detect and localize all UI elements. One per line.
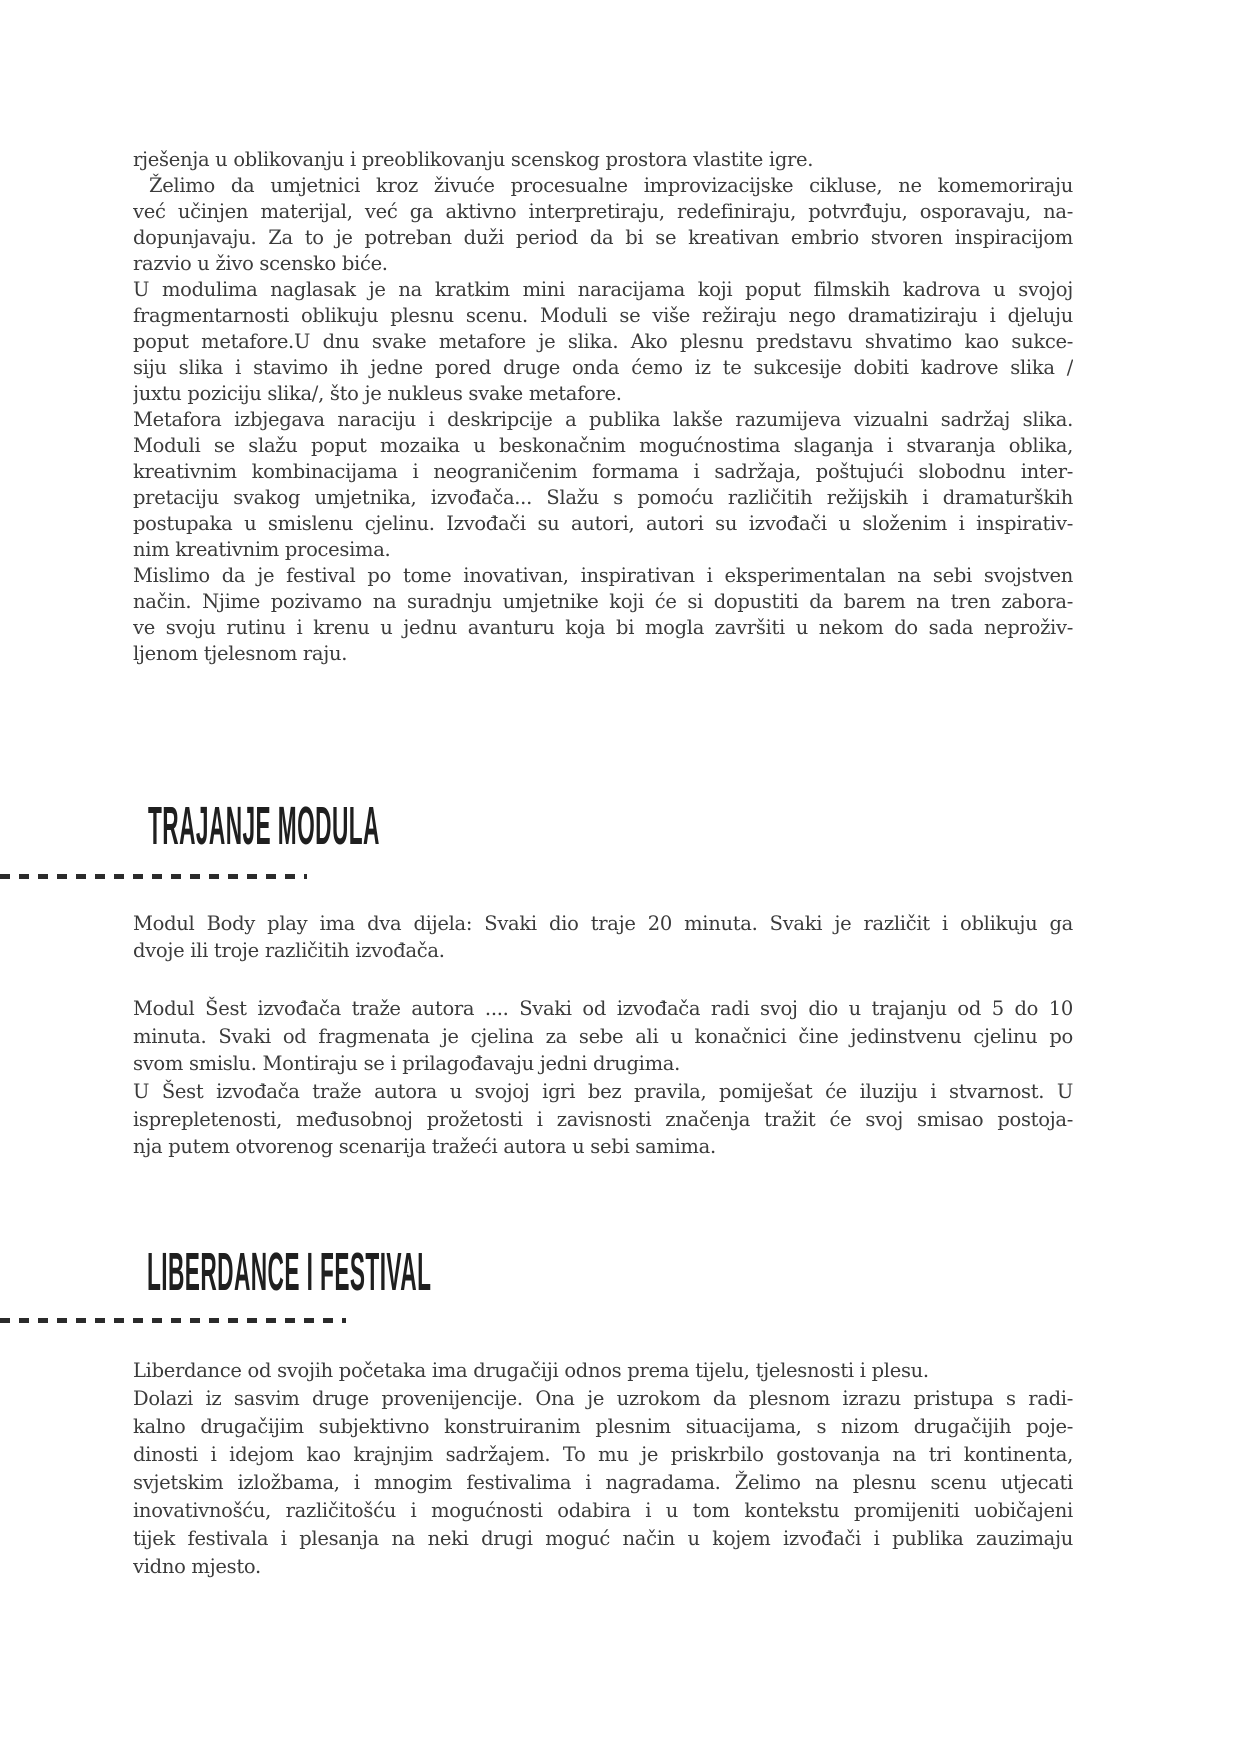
intro-paragraph [133,147,1073,667]
text-line: Želimo da umjetnici kroz živuće procesualne improvizacijske cikluse, ne komemoriraju [133,174,1073,197]
text-line: minuta. Svaki od fragmenata je cjelina za sebe ali u konačnici čine jedinstvenu cjelinu po [133,1024,1073,1048]
text-line: U Šest izvođača traže autora u svojoj igri bez pravila, pomiješat će iluziju i stvarnost. U [133,1080,1073,1104]
section-heading-liberdance-i-festival [147,1243,824,1301]
text-line: ljenom tjelesnom raju. [133,642,348,665]
text-line: kalno drugačijim subjektivno konstruiranim plesnim situacijama, s nizom drugačijih poje- [133,1415,1073,1438]
text-line: način. Njime pozivamo na suradnju umjetnike koji će si dopustiti da barem na tren zabora- [133,590,1073,613]
text-line: isprepletenosti, međusobnoj prožetosti i zavisnosti značenja tražit će svoj smisao postoja- [133,1107,1073,1131]
section-heading-trajanje-modula [148,797,700,855]
dashed-divider [0,874,307,879]
text-line: pretaciju svakog umjetnika, izvođača... Slažu s pomoću različitih režijskih i dramaturških [133,486,1073,509]
text-line: svjetskim izložbama, i mnogim festivalima i nagradama. Želimo na plesnu scenu utjecati [133,1471,1073,1494]
dashed-divider [0,1318,346,1323]
text-line: Dolazi iz sasvim druge provenijencije. Ona je uzrokom da plesnom izrazu pristupa s radi- [133,1387,1073,1410]
text-line: vidno mjesto. [133,1555,261,1578]
text-line: razvio u živo scensko biće. [133,252,388,275]
text-line: postupaka u smislenu cjelinu. Izvođači su autori, autori su izvođači u složenim i inspirativ- [133,512,1073,535]
text-line: svom smislu. Montiraju se i prilagođavaju jedni drugima. [133,1052,680,1076]
text-line: tijek festivala i plesanja na neki drugi moguć način u kojem izvođači i publika zauzimaju [133,1527,1073,1550]
text-line: siju slika i stavimo ih jedne pored druge onda ćemo iz te sukcesije dobiti kadrove slika / [133,356,1073,379]
text-line: ve svoju rutinu i krenu u jednu avanturu koja bi mogla završiti u nekom do sada neproživ- [133,616,1073,639]
text-line: Moduli se slažu poput mozaika u beskonačnim mogućnostima slaganja i stvaranja oblika, [133,434,1073,457]
text-line: Modul Body play ima dva dijela: Svaki dio traje 20 minuta. Svaki je različit i oblikuju ga [133,912,1073,935]
text-line: nim kreativnim procesima. [133,538,391,561]
text-line: dinosti i idejom kao krajnjim sadržajem. To mu je priskrbilo gostovanja na tri kontinenta, [133,1443,1073,1466]
text-line: poput metafore.U dnu svake metafore je slika. Ako plesnu predstavu shvatimo kao sukce- [133,330,1073,353]
text-line: Liberdance od svojih početaka ima drugačiji odnos prema tijelu, tjelesnosti i plesu. [133,1359,929,1382]
text-line: kreativnim kombinacijama i neograničenim formama i sadržaja, poštujući slobodnu inter- [133,460,1073,483]
heading-text: TRAJANJE MODULA [148,796,380,856]
modul-body-play-paragraph [133,911,1073,964]
text-line: Mislimo da je festival po tome inovativan, inspirativan i eksperimentalan na sebi svojstven [133,564,1073,587]
text-line: fragmentarnosti oblikuju plesnu scenu. Moduli se više režiraju nego dramatiziraju i djeluju [133,304,1073,327]
text-line: juxtu poziciju slika/, što je nukleus svake metafore. [133,382,622,405]
text-line: Metafora izbjegava naraciju i deskripcije a publika lakše razumijeva vizualni sadržaj slika. [133,408,1073,431]
text-line: U modulima naglasak je na kratkim mini naracijama koji poput filmskih kadrova u svojoj [133,278,1073,301]
text-line: rješenja u oblikovanju i preoblikovanju scenskog prostora vlastite igre. [133,148,814,171]
text-line: dopunjavaju. Za to je potreban duži period da bi se kreativan embrio stvoren inspiracijom [133,226,1073,249]
text-line: Modul Šest izvođača traže autora .... Svaki od izvođača radi svoj dio u trajanju od 5 do 10 [133,997,1073,1020]
liberdance-paragraph [133,1357,1073,1581]
text-line: već učinjen materijal, već ga aktivno interpretiraju, redefiniraju, potvrđuju, osporavaju, na- [133,200,1073,223]
text-line: dvoje ili troje različitih izvođača. [133,938,445,962]
heading-text: LIBERDANCE I FESTIVAL [147,1242,432,1302]
text-line: inovativnošću, različitošću i mogućnosti odabira i u tom kontekstu promijeniti uobičajeni [133,1499,1073,1522]
text-line: nja putem otvorenog scenarija tražeći autora u sebi samima. [133,1135,716,1159]
modul-sest-izvodaca-paragraph [133,995,1073,1161]
